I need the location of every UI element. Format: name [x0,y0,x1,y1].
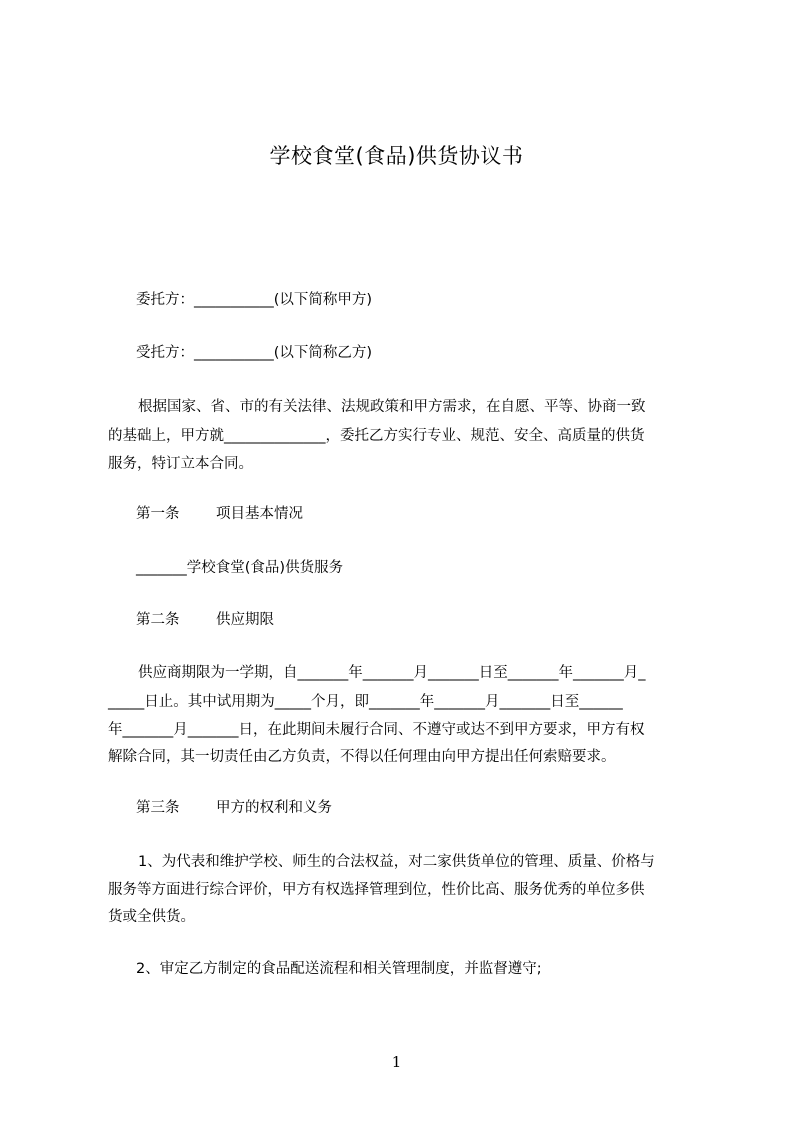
article-2-number: 第二条 [136,612,180,628]
preamble-line-1: 根据国家、省、市的有关法律、法规政策和甲方需求，在自愿、平等、协商一致 [138,399,646,415]
article-3-item-2: 2、审定乙方制定的食品配送流程和相关管理制度，并监督遵守; [136,961,542,977]
document-title: 学校食堂(食品)供货协议书 [269,144,524,168]
article-3-item-1-line-1: 1、为代表和维护学校、师生的合法权益，对二家供货单位的管理、质量、价格与 [138,854,655,870]
article-2-heading [136,606,746,635]
article-2-line-3: 年_______月_______日，在此期间未履行合同、不遵守或达不到甲方要求，甲方有权 [108,722,645,738]
article-2-line-1: 供应商期限为一学期，自_______年_______月_______日至_______年_______月_ [138,665,646,681]
article-3-item-1-line-3: 货或全供货。 [108,909,195,925]
party-a-line: 委托方：___________(以下简称甲方) [136,292,373,308]
article-1-title: 项目基本情况 [216,506,303,522]
preamble-line-2: 的基础上，甲方就______________，委托乙方实行专业、规范、安全、高质量的供货 [108,428,645,444]
article-1-number: 第一条 [136,506,180,522]
preamble-line-3: 服务，特订立本合同。 [108,456,253,472]
party-b-line: 受托方：___________(以下简称乙方) [136,345,373,361]
article-2-title: 供应期限 [216,612,274,628]
article-3-item-1-line-2: 服务等方面进行综合评价，甲方有权选择管理到位，性价比高、服务优秀的单位多供 [108,882,645,898]
article-2-line-2: _____日止。其中试用期为_____个月，即_______年_______月_______日至______ [108,694,623,710]
page-number: 1 [391,1053,402,1071]
article-2-line-4: 解除合同，其一切责任由乙方负责，不得以任何理由向甲方提出任何索赔要求。 [108,749,616,765]
article-3-title: 甲方的权利和义务 [216,800,332,816]
article-1-heading [136,500,746,529]
article-3-number: 第三条 [136,800,180,816]
article-3-heading [136,794,746,823]
article-1-body: _______学校食堂(食品)供货服务 [136,560,344,576]
